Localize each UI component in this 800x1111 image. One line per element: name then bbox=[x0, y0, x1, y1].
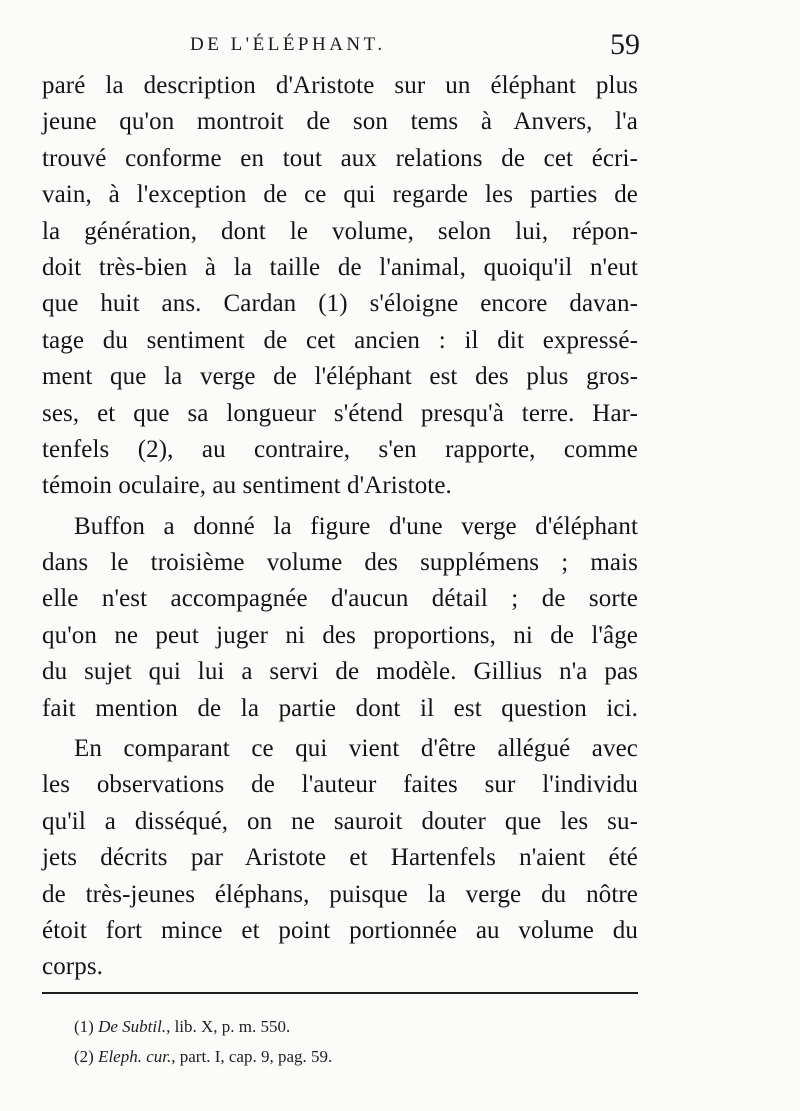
running-head bbox=[40, 28, 640, 68]
footnotes bbox=[74, 1012, 554, 1072]
body-text bbox=[42, 68, 638, 986]
text-line: Buffon a donné la figure d'une verge d'éléphant bbox=[74, 512, 638, 540]
footnote-marker: (2) bbox=[74, 1047, 94, 1066]
footnote-reference: , lib. X, p. m. 550. bbox=[166, 1017, 291, 1036]
text-line: tage du sentiment de cet ancien : il dit expressé- bbox=[42, 326, 638, 354]
text-line: vain, à l'exception de ce qui regarde les parties de bbox=[42, 181, 638, 209]
text-line: fait mention de la partie dont il est question ici. bbox=[42, 694, 638, 722]
text-line: trouvé conforme en tout aux relations de cet écri- bbox=[42, 144, 638, 172]
text-line: les observations de l'auteur faites sur l'individu bbox=[42, 771, 638, 799]
text-line: ses, et que sa longueur s'étend presqu'à terre. Har- bbox=[42, 399, 638, 427]
text-line: jeune qu'on montroit de son tems à Anvers, l'a bbox=[42, 108, 638, 136]
running-title: DE L'ÉLÉPHANT. bbox=[190, 34, 386, 55]
text-line: la génération, dont le volume, selon lui, répon- bbox=[42, 217, 638, 245]
text-line: doit très-bien à la taille de l'animal, quoiqu'il n'eut bbox=[42, 253, 638, 281]
text-line: ment que la verge de l'éléphant est des plus gros- bbox=[42, 363, 638, 391]
text-line: corps. bbox=[42, 953, 104, 981]
footnote-source: Eleph. cur. bbox=[98, 1047, 172, 1066]
text-line: témoin oculaire, au sentiment d'Aristote. bbox=[42, 472, 452, 500]
text-line: tenfels (2), au contraire, s'en rapporte, comme bbox=[42, 435, 638, 463]
text-line: dans le troisième volume des supplémens ; mais bbox=[42, 549, 638, 577]
footnote-rule bbox=[42, 992, 638, 994]
page-number: 59 bbox=[610, 28, 640, 61]
footnote-2 bbox=[74, 1042, 554, 1072]
footnote-reference: , part. I, cap. 9, pag. 59. bbox=[171, 1047, 333, 1066]
text-line: qu'on ne peut juger ni des proportions, ni de l'âge bbox=[42, 621, 638, 649]
text-line: étoit fort mince et point portionnée au volume du bbox=[42, 916, 638, 944]
text-line: paré la description d'Aristote sur un éléphant plus bbox=[42, 72, 638, 99]
footnote-source: De Subtil. bbox=[98, 1017, 167, 1036]
text-line: elle n'est accompagnée d'aucun détail ; de sorte bbox=[42, 585, 638, 613]
footnote-1 bbox=[74, 1012, 554, 1042]
paragraph-3 bbox=[42, 731, 638, 986]
footnote-marker: (1) bbox=[74, 1017, 94, 1036]
text-line: que huit ans. Cardan (1) s'éloigne encore davan- bbox=[42, 290, 638, 318]
text-line: jets décrits par Aristote et Hartenfels n'aient été bbox=[42, 844, 638, 872]
text-line: En comparant ce qui vient d'être allégué avec bbox=[74, 735, 638, 763]
text-line: qu'il a disséqué, on ne sauroit douter que les su- bbox=[42, 807, 638, 835]
text-line: du sujet qui lui a servi de modèle. Gillius n'a pas bbox=[42, 658, 638, 686]
paragraph-1 bbox=[42, 68, 638, 505]
paragraph-2 bbox=[42, 509, 638, 727]
text-line: de très-jeunes éléphans, puisque la verge du nôtre bbox=[42, 880, 638, 908]
